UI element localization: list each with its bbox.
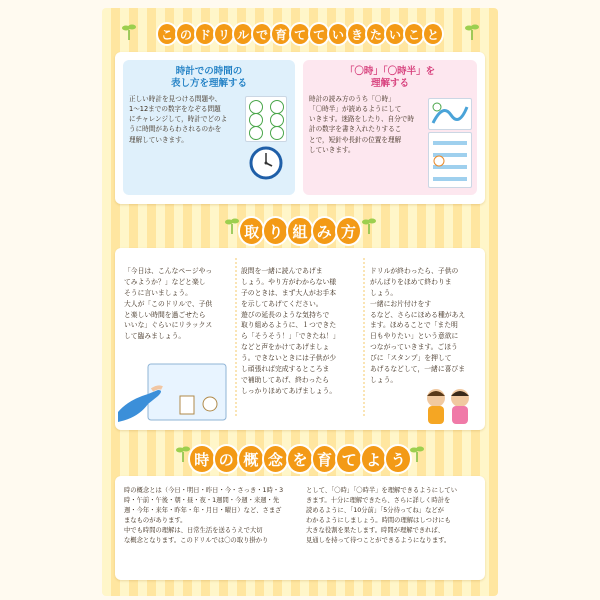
title-char: の xyxy=(215,446,239,472)
sprout-icon xyxy=(122,22,136,40)
clock-notation-heading: 時計での時間の 表し方を理解する xyxy=(170,66,247,89)
title-char: ド xyxy=(196,24,214,44)
title-char: 組 xyxy=(288,218,311,244)
title-char: て xyxy=(310,24,328,44)
title-char: 概 xyxy=(239,446,263,472)
title-char: 取 xyxy=(240,218,263,244)
sprout-icon xyxy=(410,444,424,462)
title-char: の xyxy=(177,24,195,44)
title-char: 育 xyxy=(272,24,290,44)
section3-title xyxy=(190,446,410,472)
clock-icon xyxy=(270,113,284,127)
title-char: 方 xyxy=(337,218,360,244)
title-char: り xyxy=(264,218,287,244)
arrow-icon xyxy=(232,258,240,418)
children-illustration xyxy=(420,384,476,426)
title-char: い xyxy=(329,24,347,44)
title-char: 育 xyxy=(313,446,337,472)
sprout-icon xyxy=(362,216,376,234)
title-char: て xyxy=(291,24,309,44)
title-char: で xyxy=(253,24,271,44)
title-char: 時 xyxy=(190,446,214,472)
step3-text: ドリルが終わったら、子供の がんばりをほめて終わりま しょう。 一緒にお片付けをす るなど、さらにほめる種があえ ます。ほめることで「また明 日もやりたい」という意欲に つながっていきます。ごほう びに「スタンプ」を押して あげるなどして，一緒に喜びま しょう。 xyxy=(370,267,466,384)
title-char: と xyxy=(424,24,442,44)
title-char: う xyxy=(386,446,410,472)
title-char: み xyxy=(313,218,336,244)
title-char: た xyxy=(367,24,385,44)
title-char: 念 xyxy=(264,446,288,472)
clock-icon xyxy=(270,126,284,140)
time-concept-text-left: 時の概念とは（今日・明日・昨日・今・さっき・1時・3 時・午前・午後・朝・昼・夜・1週間・今週・来週・先 週・今年・来年・昨年・年・月日・曜日）など、さまざ まなものがあります。 中でも時間の理解は、日常生活を送るうえで大切 な概念となります。このドリルでは〇の取り掛かり xyxy=(124,487,284,545)
section2-title xyxy=(240,218,360,244)
sprout-icon xyxy=(176,444,190,462)
maze-worksheet-thumbnail xyxy=(428,132,472,188)
hour-halfhour-text: 時計の読み方のうち「〇時」 「〇時半」が読めるようにして いきます。迷路をしたり、自分で時 計の数字を書き入れたりするこ とで，短針や長針の位置を理解 していきます。 xyxy=(309,94,414,154)
worksheet-thumbnail xyxy=(245,96,287,142)
sprout-icon xyxy=(225,216,239,234)
clock-icon xyxy=(249,113,263,127)
step1-text: 「今日は、こんなページやっ てみようか？」などと楽し そうに言いましょう。 大人が「このドリルで、子供 と楽しい時間を過ごせたら いいな」ぐらいにリラックス して臨みましょう。 xyxy=(124,267,213,341)
step2-text: 設問を一緒に読んであげま しょう。やり方がわからない様 子のときは、まず大人がお手本 を示してあげてください。 遊びの延長のような気持ちで 取り組めるように、１つできた ら「そうそう！」「できたね！」 などと声をかけてあげましょ う。できないときには子供が少 し頑張れば完成するところま で補助してあげ、終わったら しっかりほめてあげましょう。 xyxy=(241,267,340,395)
title-char: い xyxy=(386,24,404,44)
clock-icon xyxy=(249,100,263,114)
wall-clock-icon xyxy=(249,146,283,180)
title-char: を xyxy=(288,446,312,472)
title-char: リ xyxy=(215,24,233,44)
title-char: こ xyxy=(405,24,423,44)
title-char: て xyxy=(337,446,361,472)
title-char: こ xyxy=(158,24,176,44)
hour-halfhour-heading: 「〇時」「〇時半」を 理解する xyxy=(344,66,436,89)
tablet-with-hand-illustration xyxy=(118,360,230,426)
title-char: き xyxy=(348,24,366,44)
sprout-icon xyxy=(465,22,479,40)
clock-icon xyxy=(270,100,284,114)
title-char: よ xyxy=(362,446,386,472)
time-concept-text-right: として、「〇時」「〇時半」を理解できるようにしてい きます。十分に理解できたら、さらに詳しく時計を 読めるように、「10分前」「5分待ってね」などが わかるようにしましょう。時間の理解はしつけにも 大きな役割を果たします。時間が理解できれば、 見通しを持って待つことができるようになります。 xyxy=(306,487,457,545)
title-char: ル xyxy=(234,24,252,44)
maze-worksheet-thumbnail xyxy=(428,98,472,130)
clock-notation-text: 正しい時計を見つける問題や、 1～12までの数字をなぞる問題 にチャレンジして，時計でどのよ うに時間があらわされるのかを 理解していきます。 xyxy=(129,94,228,144)
arrow-icon xyxy=(360,258,368,418)
section1-title xyxy=(150,24,450,44)
clock-icon xyxy=(249,126,263,140)
